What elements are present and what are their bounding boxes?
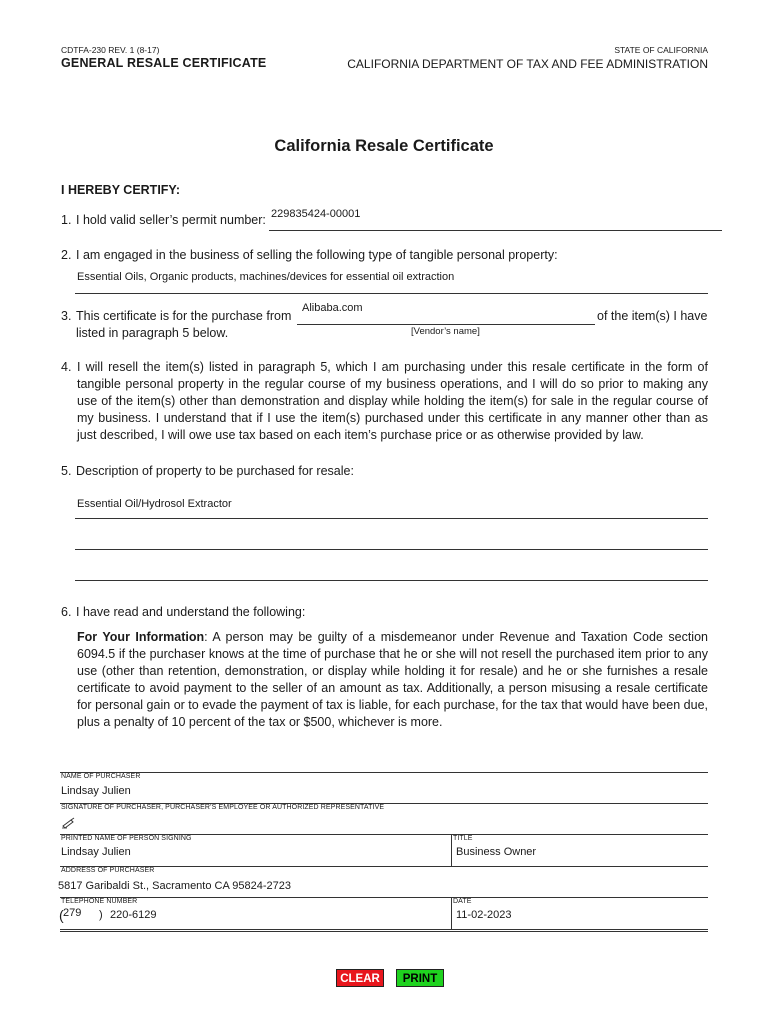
form-id: CDTFA-230 REV. 1 (8-17) — [61, 45, 160, 55]
date-field[interactable]: 11-02-2023 — [456, 909, 512, 921]
item5-underline-1 — [75, 518, 708, 519]
printed-name-field[interactable]: Lindsay Julien — [61, 846, 131, 858]
title-label: TITLE — [453, 835, 473, 842]
item3-number: 3. — [61, 309, 72, 323]
purchaser-name-field[interactable]: Lindsay Julien — [61, 785, 131, 797]
item3-text-b: of the item(s) I have — [597, 309, 708, 323]
printed-name-label: PRINTED NAME OF PERSON SIGNING — [61, 835, 192, 842]
title-divider — [451, 834, 452, 866]
date-divider — [451, 897, 452, 930]
info-paragraph — [77, 629, 708, 731]
purchaser-name-label: NAME OF PURCHASER — [61, 773, 141, 780]
signature-label: SIGNATURE OF PURCHASER, PURCHASER’S EMPLOYEE OR AUTHORIZED REPRESENTATIVE — [61, 804, 385, 811]
item3-text-c: listed in paragraph 5 below. — [76, 326, 229, 340]
item6-text: I have read and understand the following: — [76, 605, 306, 619]
form-name: GENERAL RESALE CERTIFICATE — [61, 56, 267, 70]
vendor-name-field[interactable]: Alibaba.com — [302, 302, 363, 314]
state-label: STATE OF CALIFORNIA — [614, 45, 708, 55]
info-label: For Your Information — [77, 630, 205, 644]
property-type-field[interactable]: Essential Oils, Organic products, machines/devices for essential oil extraction — [77, 271, 455, 283]
item4-text: I will resell the item(s) listed in paragraph 5, which I am purchasing under this resale certificate in the form of tangible personal property in the regular course of my business operations, and I will do so prior to making any use of the item(s) other than demonstration and display while holding the item(s) for sale in the regular course of my business. I understand that if I use the item(s) purchased under this certificate in any manner other than as just described, I will owe use tax based on each item’s purchase price or as otherwise provided by law. — [77, 360, 708, 442]
item3-text-a: This certificate is for the purchase from — [76, 309, 292, 323]
item4-number: 4. — [61, 360, 72, 374]
phone-close-paren: ) — [99, 909, 103, 921]
vendor-underline — [297, 324, 595, 325]
property-description-line-1[interactable]: Essential Oil/Hydrosol Extractor — [77, 498, 232, 510]
phone-area-code-field[interactable]: 279 — [63, 907, 82, 919]
item6-number: 6. — [61, 605, 72, 619]
item5-underline-3 — [75, 580, 708, 581]
item5-underline-2 — [75, 549, 708, 550]
info-text: : A person may be guilty of a misdemeanor under Revenue and Taxation Code section 6094.5 if the purchaser knows at the time of purchase that he or she will not resell the purchased item prior to any use (other than retention, demonstration, or display while holding it for resale) and he or she furnishes a resale certificate to avoid payment to the seller of an amount as tax. Additionally, a person misusing a resale certificate for personal gain or to evade the payment of tax is liable, for each purchase, for the tax that would have been due, plus a penalty of 10 percent of the tax or $500, whichever is more. — [77, 630, 708, 729]
print-button[interactable]: PRINT — [396, 969, 444, 987]
address-label: ADDRESS OF PURCHASER — [61, 867, 155, 874]
address-field[interactable]: 5817 Garibaldi St., Sacramento CA 95824-2723 — [58, 880, 291, 892]
vendor-name-label: [Vendor’s name] — [411, 326, 480, 337]
item2-text: I am engaged in the business of selling the following type of tangible personal property: — [76, 248, 558, 262]
item5-number: 5. — [61, 464, 72, 478]
table-top-line — [60, 772, 708, 773]
sellers-permit-field[interactable]: 229835424-00001 — [271, 208, 361, 220]
date-label: DATE — [453, 898, 472, 905]
item5-text: Description of property to be purchased for resale: — [76, 464, 354, 478]
phone-label: TELEPHONE NUMBER — [61, 898, 138, 905]
row-line-4 — [60, 897, 708, 898]
clear-button[interactable]: CLEAR — [336, 969, 384, 987]
item1-underline — [269, 230, 722, 231]
phone-number-field[interactable]: 220-6129 — [110, 909, 157, 921]
table-bottom-line-2 — [60, 931, 708, 932]
item1-text: I hold valid seller’s permit number: — [76, 213, 266, 227]
department-label: CALIFORNIA DEPARTMENT OF TAX AND FEE ADMINISTRATION — [347, 57, 708, 71]
title-field[interactable]: Business Owner — [456, 846, 537, 858]
certify-heading: I HEREBY CERTIFY: — [61, 183, 180, 197]
signature-pen-icon[interactable] — [62, 817, 76, 829]
row-line-3 — [60, 866, 708, 867]
phone-open-paren: ( — [59, 907, 64, 923]
item2-number: 2. — [61, 248, 72, 262]
item1-number: 1. — [61, 213, 72, 227]
item2-underline — [75, 293, 708, 294]
table-bottom-line-1 — [60, 929, 708, 930]
page-title: California Resale Certificate — [274, 137, 494, 155]
